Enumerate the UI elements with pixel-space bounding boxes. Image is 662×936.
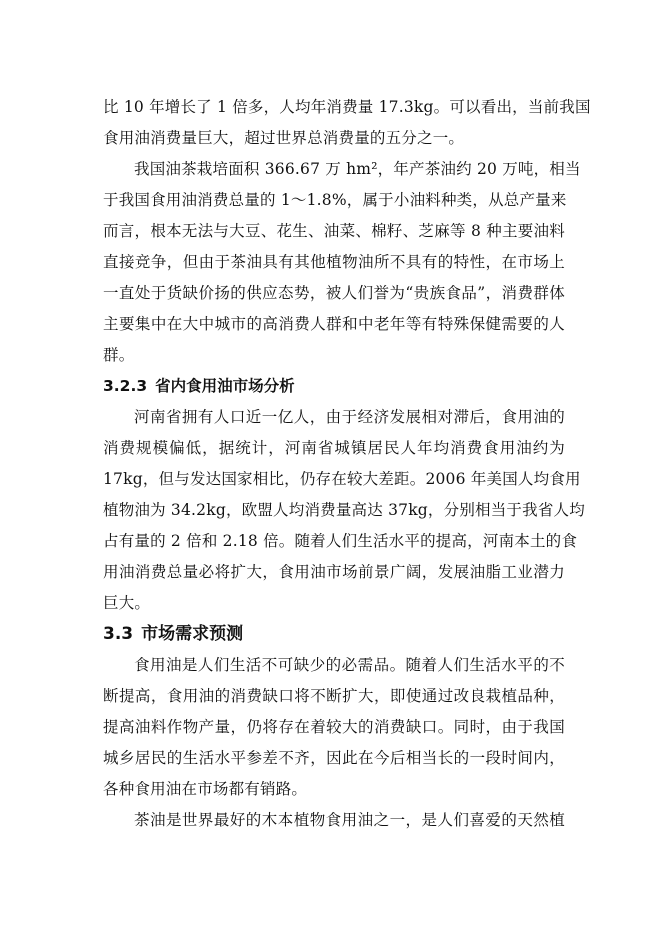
text-line: 一直处于货缺价扬的供应态势，被人们誉为“贵族食品”，消费群体 xyxy=(103,284,565,302)
section-heading-3-2-3 xyxy=(103,371,565,402)
paragraph-4 xyxy=(103,650,565,805)
text-line: 消费规模偏低，据统计，河南省城镇居民人年均消费食用油约为 xyxy=(103,439,565,457)
text-line: 各种食用油在市场都有销路。 xyxy=(103,780,308,798)
paragraph-1 xyxy=(103,92,591,154)
text-line: 主要集中在大中城市的高消费人群和中老年等有特殊保健需要的人 xyxy=(103,315,565,333)
text-line: 城乡居民的生活水平参差不齐，因此在今后相当长的一段时间内， xyxy=(103,749,565,767)
text-line: 直接竞争，但由于茶油具有其他植物油所不具有的特性，在市场上 xyxy=(103,253,565,271)
text-line: 食用油是人们生活不可缺少的必需品。随着人们生活水平的不 xyxy=(134,656,565,674)
section-title: 省内食用油市场分析 xyxy=(155,377,295,395)
text-line: 群。 xyxy=(103,346,135,364)
text-line: 占有量的 2 倍和 2.18 倍。随着人们生活水平的提高，河南本土的食 xyxy=(103,532,578,550)
section-heading-3-3 xyxy=(103,619,565,650)
text-line: 植物油为 34.2kg，欧盟人均消费量高达 37kg，分别相当于我省人均 xyxy=(103,501,585,519)
paragraph-5 xyxy=(103,805,565,836)
text-line: 河南省拥有人口近一亿人，由于经济发展相对滞后，食用油的 xyxy=(134,408,565,426)
text-line: 提高油料作物产量，仍将存在着较大的消费缺口。同时，由于我国 xyxy=(103,718,565,736)
section-number: 3.2.3 xyxy=(103,377,148,395)
text-line: 断提高，食用油的消费缺口将不断扩大，即使通过改良栽植品种， xyxy=(103,687,565,705)
text-line: 于我国食用油消费总量的 1～1.8%，属于小油料种类，从总产量来 xyxy=(103,191,567,209)
paragraph-3 xyxy=(103,402,585,619)
text-line: 用油消费总量必将扩大，食用油市场前景广阔，发展油脂工业潜力 xyxy=(103,563,565,581)
section-number: 3.3 xyxy=(103,624,134,644)
text-line: 巨大。 xyxy=(103,594,151,612)
text-line: 我国油茶栽培面积 366.67 万 hm²，年产茶油约 20 万吨，相当 xyxy=(134,160,581,178)
section-title: 市场需求预测 xyxy=(141,624,244,644)
text-line: 食用油消费量巨大，超过世界总消费量的五分之一。 xyxy=(103,129,465,147)
text-line: 比 10 年增长了 1 倍多，人均年消费量 17.3kg。可以看出，当前我国 xyxy=(103,98,591,116)
paragraph-2 xyxy=(103,154,581,371)
text-line: 而言，根本无法与大豆、花生、油菜、棉籽、芝麻等 8 种主要油料 xyxy=(103,222,565,240)
text-line: 茶油是世界最好的木本植物食用油之一，是人们喜爱的天然植 xyxy=(134,811,565,829)
document-page xyxy=(103,92,591,836)
text-line: 17kg，但与发达国家相比，仍存在较大差距。2006 年美国人均食用 xyxy=(103,470,581,488)
